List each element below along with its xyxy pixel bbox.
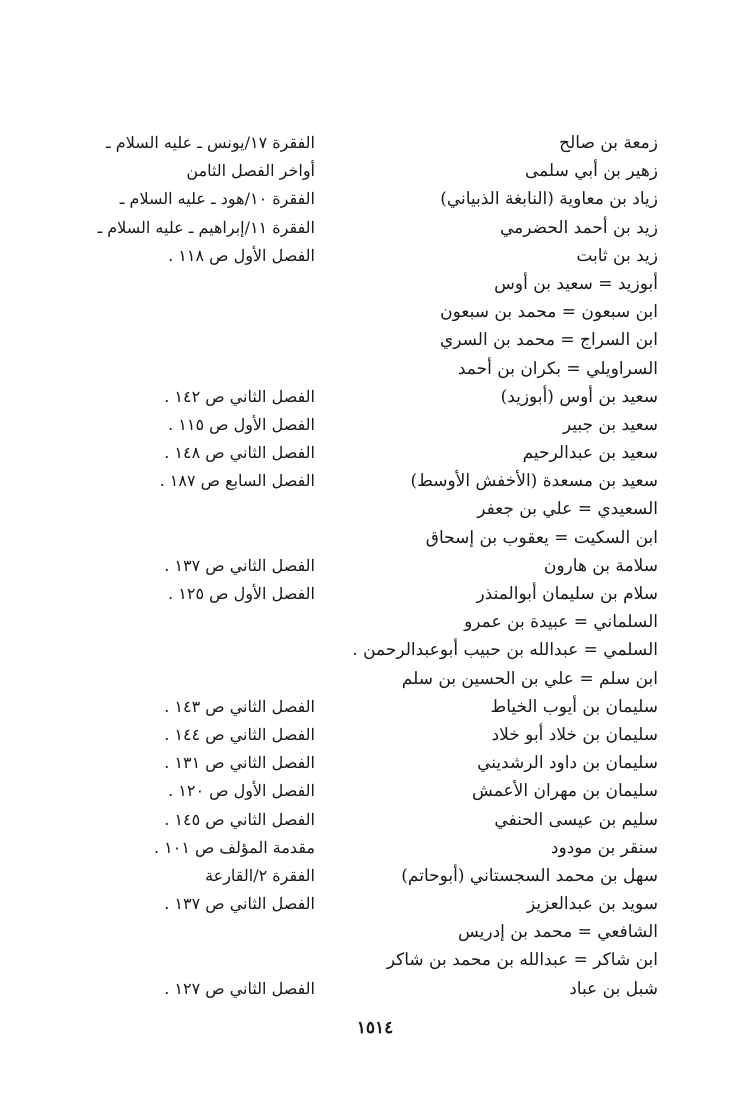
entry-reference: أواخر الفصل الثامن [186, 161, 315, 181]
entry-reference: الفصل الأول ص ١٢٥ . [168, 584, 315, 603]
index-entry [0, 270, 750, 298]
entry-name: ابن سلم = علي بن الحسين بن سلم [401, 668, 658, 689]
entry-name: شبل بن عباد [569, 978, 658, 999]
entry-name: ابن سبعون = محمد بن سبعون [440, 302, 658, 323]
index-entry [0, 439, 750, 467]
index-entry [0, 355, 750, 383]
entry-name: ابن السكيت = يعقوب بن إسحاق [425, 527, 658, 548]
entry-name: السلمي = عبدالله بن حبيب أبوعبدالرحمن . [352, 640, 658, 661]
index-entry [0, 862, 750, 890]
entry-name: أبوزيد = سعيد بن أوس [494, 273, 658, 294]
entry-reference: الفصل الثاني ص ١٣٧ . [164, 894, 315, 914]
entry-name: سعيد بن عبدالرحيم [522, 443, 658, 464]
entry-reference: الفصل الثاني ص ١٤٣ . [164, 696, 315, 716]
entry-reference: الفقرة ١٧/يونس ـ عليه السلام ـ [106, 133, 315, 152]
entry-reference: الفصل الأول ص ١١٥ . [168, 414, 315, 434]
index-entry [0, 214, 750, 242]
entry-name: سليمان بن مهران الأعمش [472, 781, 658, 802]
index-entry [0, 467, 750, 495]
page-number: ١٥١٤ [356, 1018, 394, 1038]
entry-name: سويد بن عبدالعزيز [527, 894, 658, 915]
entry-name: سليمان بن أيوب الخياط [490, 696, 658, 717]
entry-name: زياد بن معاوية (النابغة الذبياني) [440, 189, 658, 210]
index-entry [0, 890, 750, 918]
entry-name: سليمان بن خلاد أبو خلاد [491, 724, 658, 745]
index-entry [0, 185, 750, 213]
entry-reference: الفصل الثاني ص ١٤٥ . [164, 809, 315, 829]
entry-reference: مقدمة المؤلف ص ١٠١ . [153, 837, 315, 857]
entry-reference: الفصل الثاني ص ١٣١ . [164, 753, 315, 773]
entry-reference: الفصل الثاني ص ١٤٢ . [164, 386, 315, 406]
entry-name: سعيد بن مسعدة (الأخفش الأوسط) [410, 471, 658, 492]
index-entry [0, 918, 750, 946]
index-entry [0, 326, 750, 354]
entry-name: زمعة بن صالح [559, 133, 658, 153]
entry-name: ابن السراج = محمد بن السري [439, 330, 658, 351]
index-entry [0, 298, 750, 326]
index-entry [0, 693, 750, 721]
entry-name: سعيد بن أوس (أبوزيد) [500, 386, 658, 407]
entry-name: السراويلي = بكران بن أحمد [457, 358, 658, 379]
entry-name: سليمان بن داود الرشديني [477, 753, 658, 774]
entry-name: زهير بن أبي سلمى [524, 161, 658, 182]
entry-name: سلام بن سليمان أبوالمنذر [476, 584, 658, 604]
index-entry [0, 975, 750, 1003]
entry-reference: الفصل السابع ص ١٨٧ . [159, 471, 315, 491]
index-entry [0, 242, 750, 270]
entry-name: زيد بن أحمد الحضرمي [499, 217, 658, 238]
index-entry [0, 749, 750, 777]
index-entry [0, 524, 750, 552]
index-entry [0, 157, 750, 185]
entry-name: الشافعي = محمد بن إدريس [457, 922, 658, 943]
index-entry [0, 636, 750, 664]
index-entry [0, 721, 750, 749]
entry-name: سعيد بن جبير [562, 414, 658, 435]
index-entry [0, 806, 750, 834]
entry-reference: الفصل الأول ص ١٢٠ . [168, 781, 315, 801]
index-entry [0, 608, 750, 636]
entry-name: سليم بن عيسى الحنفي [494, 809, 658, 830]
entry-name: سلامة بن هارون [543, 555, 658, 576]
index-entry [0, 834, 750, 862]
entry-reference: الفصل الثاني ص ١٤٤ . [164, 724, 315, 744]
index-entry [0, 946, 750, 974]
index-entry [0, 552, 750, 580]
entry-reference: الفصل الثاني ص ١٣٧ . [164, 555, 315, 575]
entry-name: سهل بن محمد السجستاني (أبوحاتم) [401, 865, 658, 886]
index-entry [0, 383, 750, 411]
index-entry [0, 495, 750, 523]
entry-name: السلماني = عبيدة بن عمرو [464, 612, 658, 633]
entry-reference: الفصل الثاني ص ١٢٧ . [164, 978, 315, 998]
entry-reference: الفقرة ١١/إبراهيم ـ عليه السلام ـ [97, 217, 315, 237]
entry-reference: الفصل الثاني ص ١٤٨ . [164, 443, 315, 463]
entry-name: السعيدي = علي بن جعفر [477, 499, 658, 520]
index-entry [0, 665, 750, 693]
index-entry [0, 580, 750, 608]
index-entry [0, 411, 750, 439]
index-entry [0, 129, 750, 157]
entry-name: زيد بن ثابت [576, 245, 658, 266]
index-list [0, 129, 750, 1003]
entry-reference: الفصل الأول ص ١١٨ . [168, 245, 315, 265]
entry-name: سنقر بن مودود [550, 837, 658, 858]
index-entry [0, 777, 750, 805]
entry-reference: الفقرة ١٠/هود ـ عليه السلام ـ [119, 189, 315, 209]
entry-reference: الفقرة ٢/القارعة [205, 865, 315, 885]
entry-name: ابن شاكر = عبدالله بن محمد بن شاكر [386, 950, 658, 971]
